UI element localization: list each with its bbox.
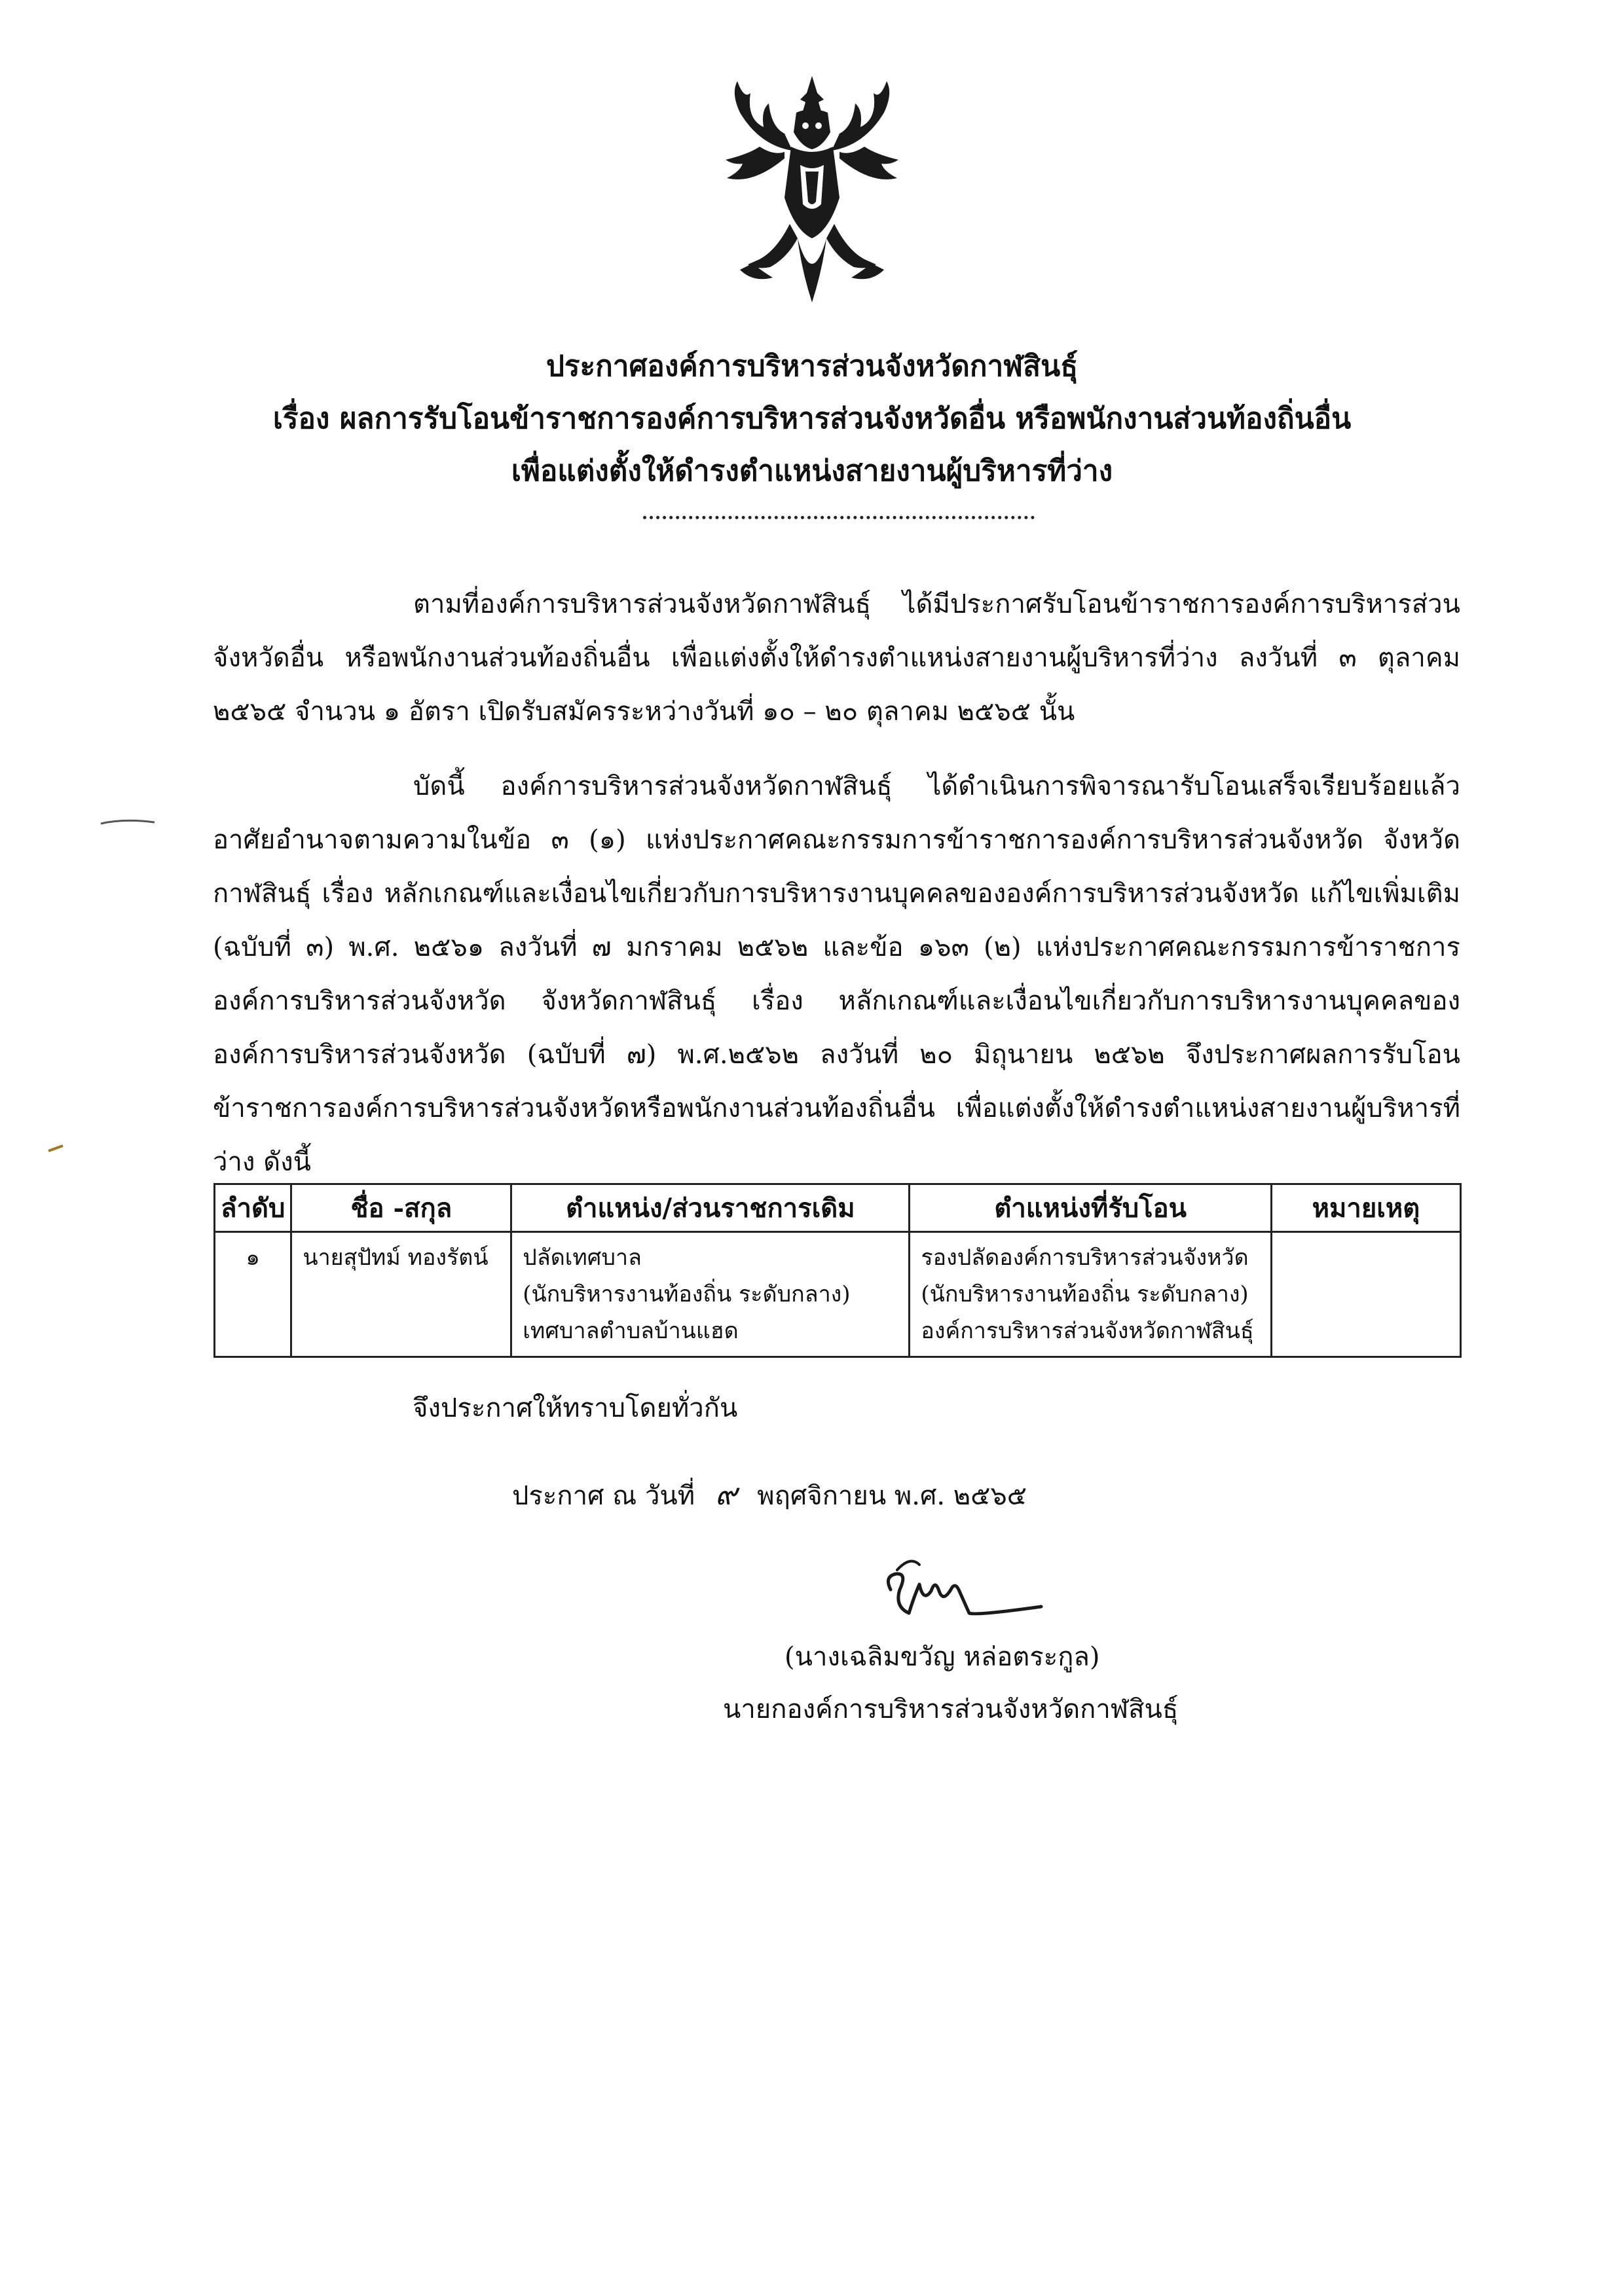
title-dotted-separator <box>643 516 1035 519</box>
date-day: ๙ <box>714 1476 737 1512</box>
date-month-year: พฤศจิกายน พ.ศ. ๒๕๖๕ <box>757 1481 1027 1511</box>
handwritten-signature <box>871 1550 1048 1629</box>
document-subject: เรื่อง ผลการรับโอนข้าราชการองค์การบริหารส่วนจังหวัดอื่น หรือพนักงานส่วนท้องถิ่นอื่น <box>272 402 1352 435</box>
garuda-emblem-icon <box>714 73 910 309</box>
former-position-level: (นักบริหารงานท้องถิ่น ระดับกลาง) <box>523 1281 851 1307</box>
announcement-date <box>512 1470 1027 1518</box>
paragraph-decision: บัดนี้ องค์การบริหารส่วนจังหวัดกาฬสินธุ์ ได้ดำเนินการพิจารณารับโอนเสร็จเรียบร้อยแล้ว อาศัยอำนาจตามความในข้อ ๓ (๑) แห่งประกาศคณะกรรมการข้าราชการองค์การบริหารส่วนจังหวัด จังหวัดกาฬสินธุ์ เรื่อง หลักเกณฑ์และเงื่อนไขเกี่ยวกับการบริหารงานบุคคลขององค์การบริหารส่วนจังหวัด แก้ไขเพิ่มเติม (ฉบับที่ ๓) พ.ศ. ๒๕๖๑ ลงวันที่ ๗ มกราคม ๒๕๖๒ และข้อ ๑๖๓ (๒) แห่งประกาศคณะกรรมการข้าราชการองค์การบริหารส่วนจังหวัด จังหวัดกาฬสินธุ์ เรื่อง หลักเกณฑ์และเงื่อนไขเกี่ยวกับการบริหารงานบุคคลขององค์การบริหารส่วนจังหวัด (ฉบับที่ ๗) พ.ศ.๒๕๖๒ ลงวันที่ ๒๐ มิถุนายน ๒๕๖๒ จึงประกาศผลการรับโอนข้าราชการองค์การบริหารส่วนจังหวัดหรือพนักงานส่วนท้องถิ่นอื่น เพื่อแต่งตั้งให้ดำรงตำแหน่งสายงานผู้บริหารที่ว่าง ดังนี้ <box>213 771 1460 1177</box>
former-position-title: ปลัดเทศบาล <box>523 1245 642 1271</box>
new-position-agency: องค์การบริหารส่วนจังหวัดกาฬสินธุ์ <box>921 1318 1254 1344</box>
header-remark: หมายเหตุ <box>1271 1184 1460 1232</box>
date-prefix: ประกาศ ณ วันที่ <box>512 1481 695 1511</box>
signer-position: นายกองค์การบริหารส่วนจังหวัดกาฬสินธุ์ <box>723 1694 1179 1724</box>
cell-order: ๑ <box>215 1232 291 1357</box>
announcement-closing: จึงประกาศให้ทราบโดยทั่วกัน <box>413 1393 738 1423</box>
scan-mark <box>46 1142 65 1155</box>
former-position-agency: เทศบาลตำบลบ้านแฮด <box>523 1318 739 1344</box>
header-new-position: ตำแหน่งที่รับโอน <box>910 1184 1272 1232</box>
paragraph-background: ตามที่องค์การบริหารส่วนจังหวัดกาฬสินธุ์ ได้มีประกาศรับโอนข้าราชการองค์การบริหารส่วนจังหวัดอื่น หรือพนักงานส่วนท้องถิ่นอื่น เพื่อแต่งตั้งให้ดำรงตำแหน่งสายงานผู้บริหารที่ว่าง ลงวันที่ ๓ ตุลาคม ๒๕๖๕ จำนวน ๑ อัตรา เปิดรับสมัครระหว่างวันที่ ๑๐ – ๒๐ ตุลาคม ๒๕๖๕ นั้น <box>213 589 1460 727</box>
table-header-row <box>215 1184 1461 1232</box>
transfer-result-table <box>213 1183 1462 1358</box>
cell-new-position <box>910 1232 1272 1357</box>
new-position-title: รองปลัดองค์การบริหารส่วนจังหวัด <box>921 1245 1249 1271</box>
header-name: ชื่อ -สกุล <box>291 1184 511 1232</box>
document-title: ประกาศองค์การบริหารส่วนจังหวัดกาฬสินธุ์ <box>545 350 1079 383</box>
header-order: ลำดับ <box>215 1184 291 1232</box>
document-subject-continued: เพื่อแต่งตั้งให้ดำรงตำแหน่งสายงานผู้บริหารที่ว่าง <box>511 454 1113 488</box>
cell-former-position <box>511 1232 910 1357</box>
new-position-level: (นักบริหารงานท้องถิ่น ระดับกลาง) <box>921 1281 1249 1307</box>
scan-mark <box>98 816 157 829</box>
cell-remark <box>1271 1232 1460 1357</box>
cell-name: นายสุปัทม์ ทองรัตน์ <box>291 1232 511 1357</box>
table-row <box>215 1232 1461 1357</box>
header-former-position: ตำแหน่ง/ส่วนราชการเดิม <box>511 1184 910 1232</box>
signer-name: (นางเฉลิมขวัญ หล่อตระกูล) <box>784 1642 1100 1672</box>
